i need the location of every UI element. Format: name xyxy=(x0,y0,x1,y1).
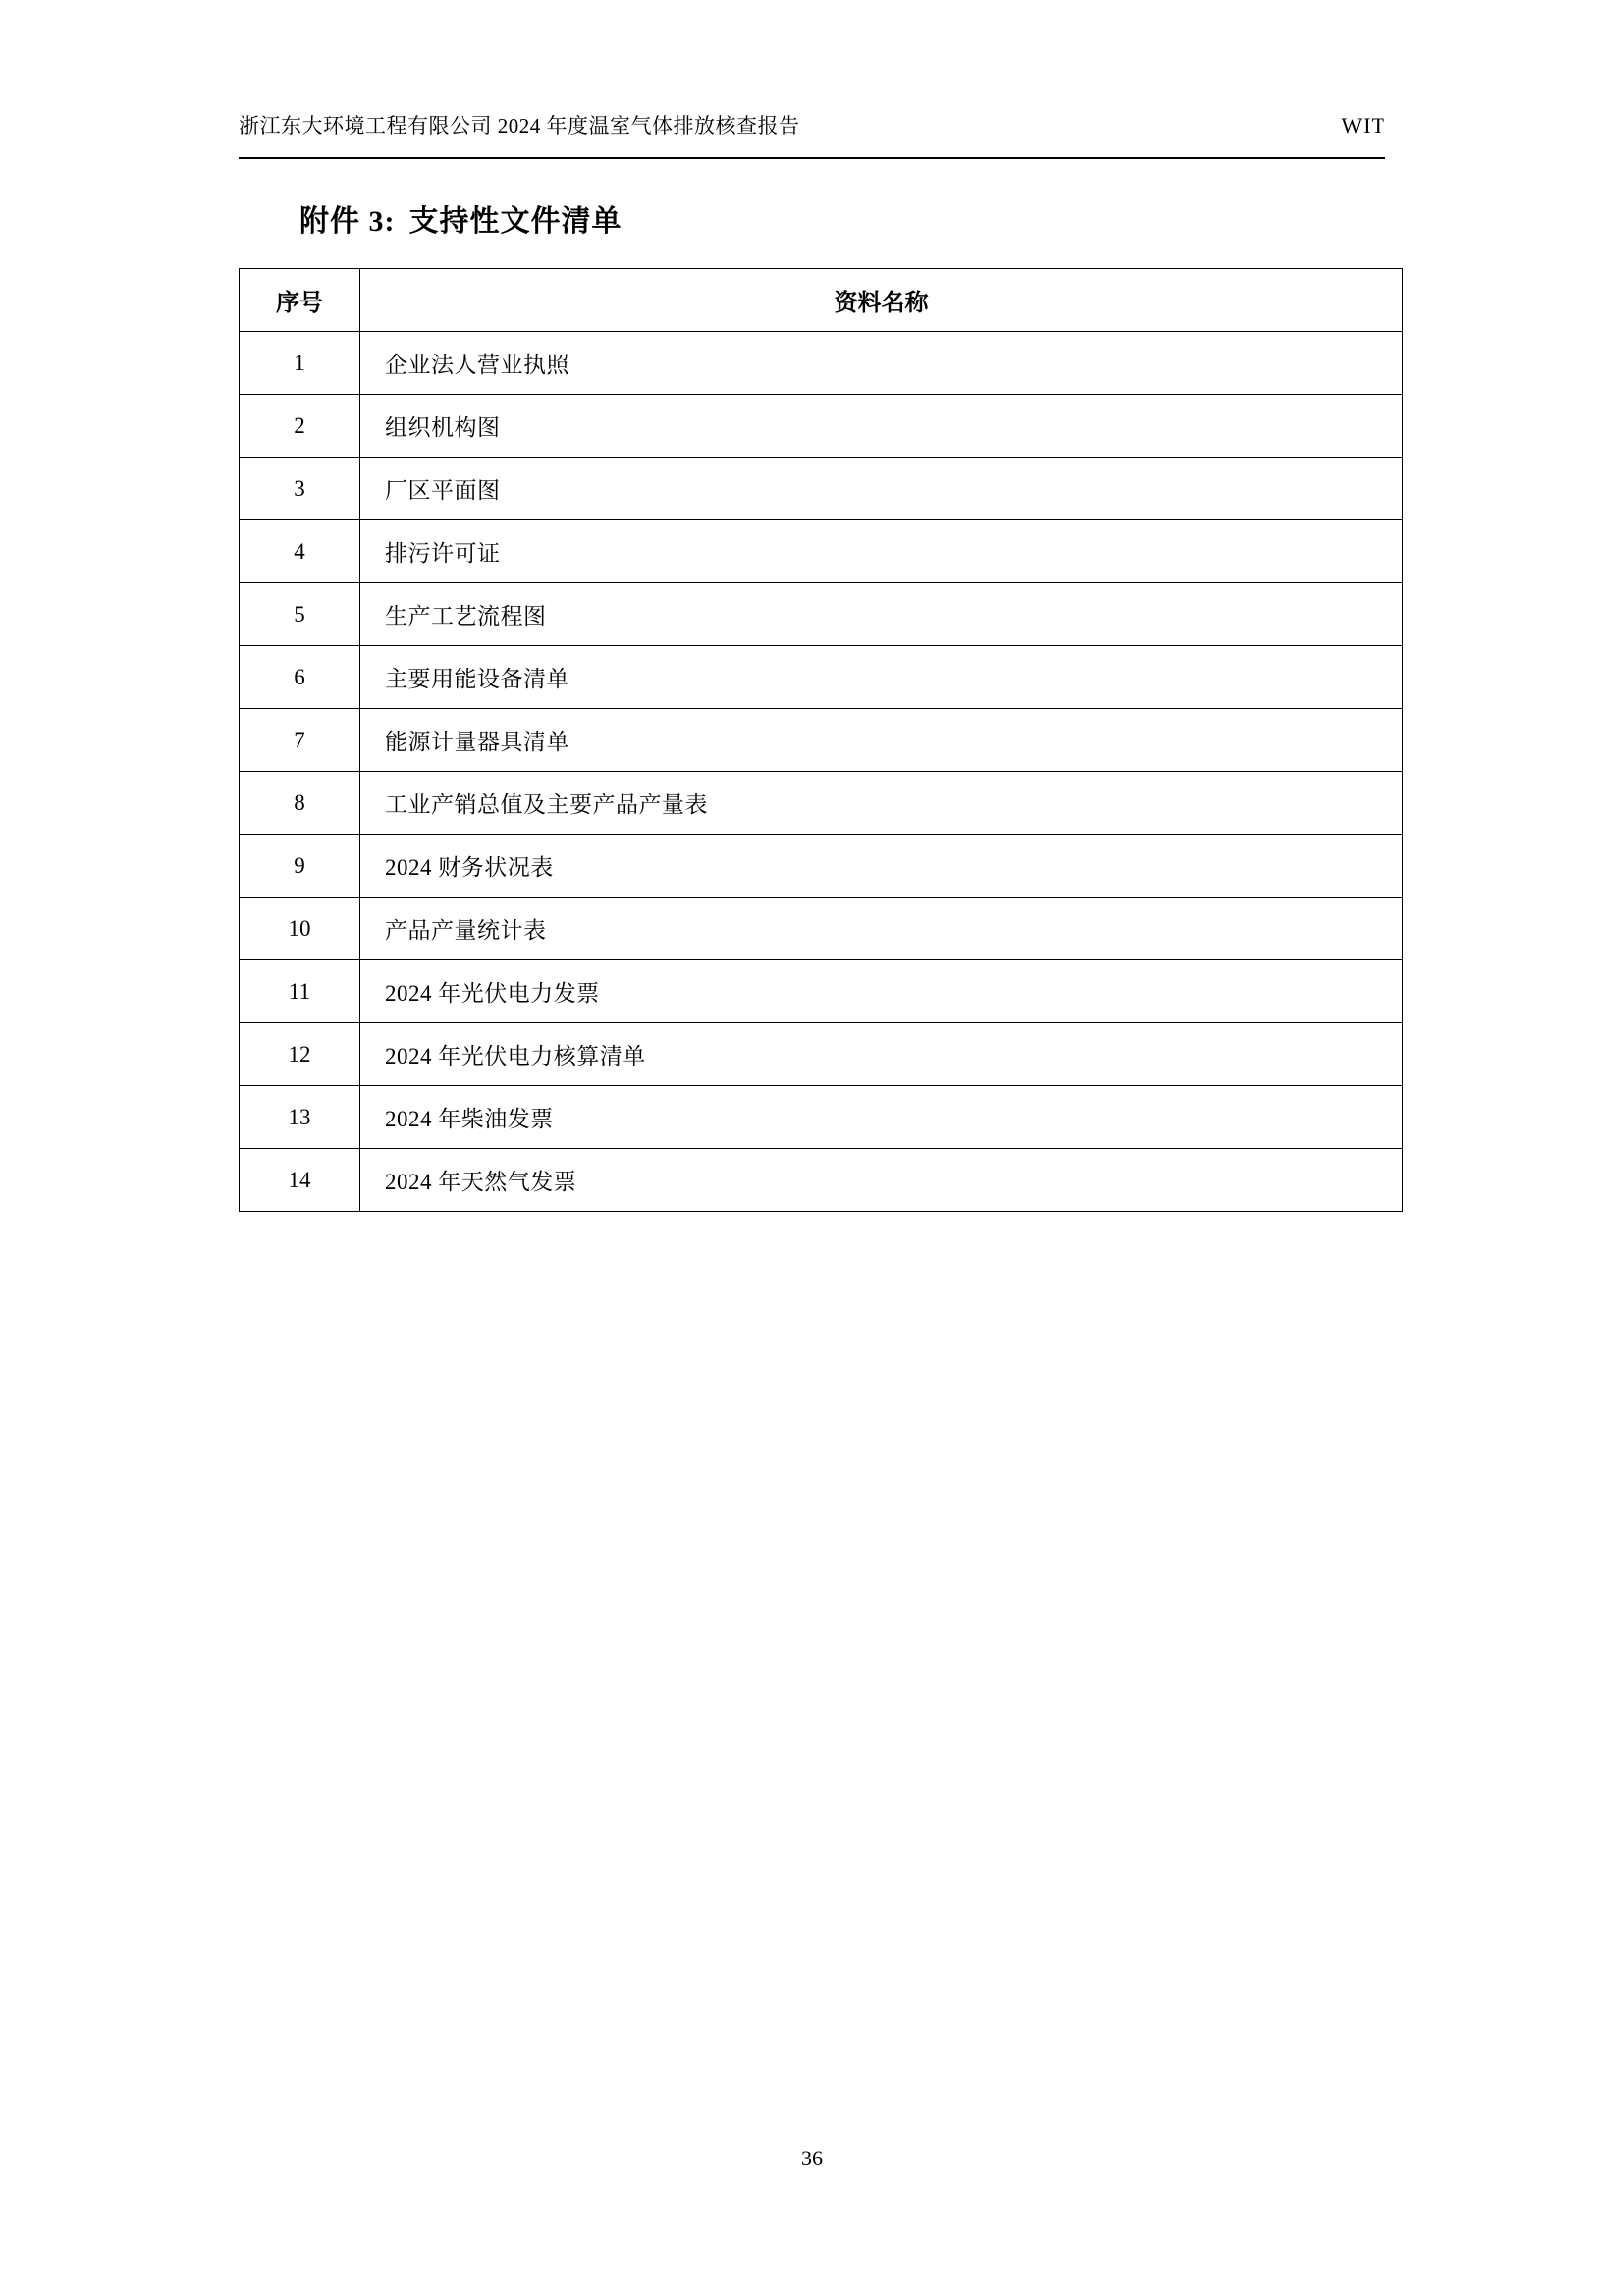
cell-no: 10 xyxy=(240,898,360,960)
cell-no: 8 xyxy=(240,772,360,835)
table-row xyxy=(240,835,1403,898)
header-divider xyxy=(239,157,1385,159)
section-title: 支持性文件清单 xyxy=(408,205,623,238)
table-row xyxy=(240,1086,1403,1149)
cell-name: 排污许可证 xyxy=(360,520,1403,583)
cell-name: 2024 年光伏电力发票 xyxy=(360,960,1403,1023)
cell-no: 9 xyxy=(240,835,360,898)
page-title xyxy=(299,196,623,240)
page-number: 36 xyxy=(801,2146,823,2170)
cell-name: 2024 年柴油发票 xyxy=(360,1086,1403,1149)
column-header-name: 资料名称 xyxy=(360,269,1403,332)
cell-name: 能源计量器具清单 xyxy=(360,709,1403,772)
cell-name: 产品产量统计表 xyxy=(360,898,1403,960)
cell-no: 7 xyxy=(240,709,360,772)
cell-no: 1 xyxy=(240,332,360,395)
table-row xyxy=(240,646,1403,709)
cell-no: 14 xyxy=(240,1149,360,1212)
section-label: 附件 3: xyxy=(299,205,396,238)
table-header-row xyxy=(240,269,1403,332)
cell-name: 生产工艺流程图 xyxy=(360,583,1403,646)
cell-name: 工业产销总值及主要产品产量表 xyxy=(360,772,1403,835)
cell-no: 3 xyxy=(240,458,360,520)
cell-name: 2024 年天然气发票 xyxy=(360,1149,1403,1212)
cell-name: 2024 财务状况表 xyxy=(360,835,1403,898)
table-row xyxy=(240,960,1403,1023)
table-row xyxy=(240,332,1403,395)
cell-name: 主要用能设备清单 xyxy=(360,646,1403,709)
cell-name: 2024 年光伏电力核算清单 xyxy=(360,1023,1403,1086)
cell-no: 2 xyxy=(240,395,360,458)
cell-no: 4 xyxy=(240,520,360,583)
column-header-no: 序号 xyxy=(240,269,360,332)
cell-name: 组织机构图 xyxy=(360,395,1403,458)
table-body xyxy=(240,332,1403,1212)
table-row xyxy=(240,898,1403,960)
cell-no: 13 xyxy=(240,1086,360,1149)
table-row xyxy=(240,772,1403,835)
table-row xyxy=(240,1023,1403,1086)
table-row xyxy=(240,1149,1403,1212)
table-row xyxy=(240,520,1403,583)
table-row xyxy=(240,458,1403,520)
cell-no: 12 xyxy=(240,1023,360,1086)
supporting-documents-table xyxy=(239,268,1403,1212)
running-header xyxy=(239,113,1385,138)
table-row xyxy=(240,583,1403,646)
table-head xyxy=(240,269,1403,332)
table-row xyxy=(240,709,1403,772)
header-right-mark: WIT xyxy=(1341,113,1385,137)
cell-no: 6 xyxy=(240,646,360,709)
cell-no: 5 xyxy=(240,583,360,646)
header-title: 浙江东大环境工程有限公司 2024 年度温室气体排放核查报告 xyxy=(239,114,800,138)
table-row xyxy=(240,395,1403,458)
cell-no: 11 xyxy=(240,960,360,1023)
cell-name: 企业法人营业执照 xyxy=(360,332,1403,395)
cell-name: 厂区平面图 xyxy=(360,458,1403,520)
